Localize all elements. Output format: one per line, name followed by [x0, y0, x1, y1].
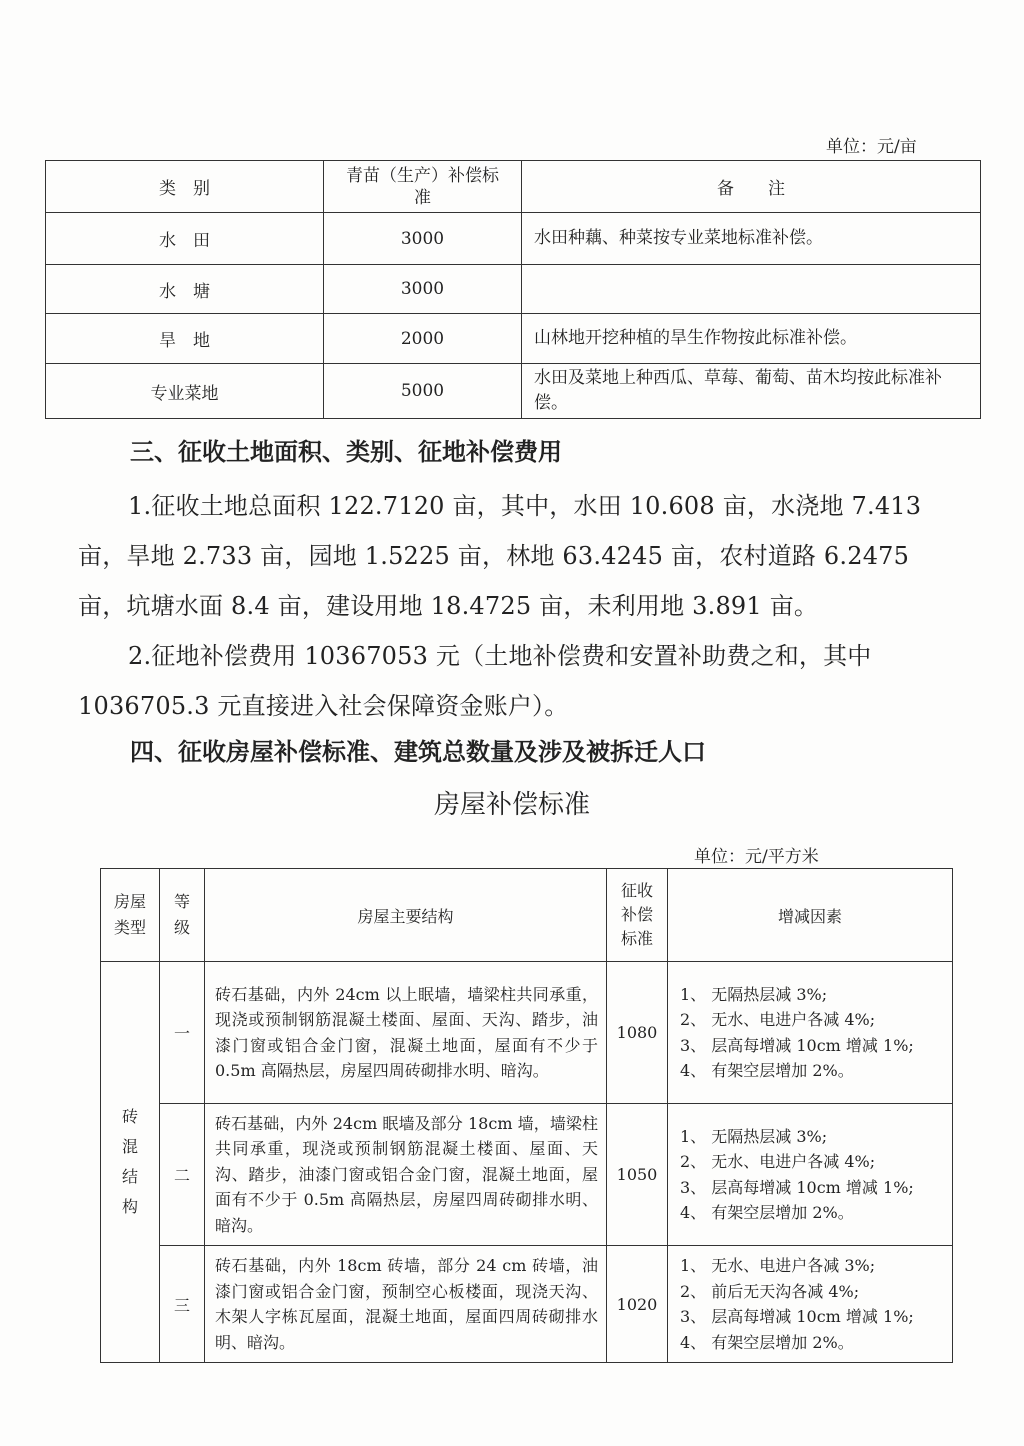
factors-cell — [668, 1104, 953, 1246]
row-note — [522, 265, 981, 314]
table2-unit: 单位：元/平方米 — [694, 847, 819, 867]
factor-item: 3、 层高每增减 10cm 增减 1%; — [680, 1177, 914, 1197]
header-category: 类 别 — [46, 161, 324, 213]
paragraph-land-area-cont: 亩，旱地 2.733 亩，园地 1.5225 亩，林地 63.4245 亩，农村道路 6.2475 — [78, 542, 910, 570]
header-grade: 等级 — [160, 869, 205, 962]
row-note: 水田种藕、种菜按专业菜地标准补偿。 — [522, 213, 981, 265]
row-note: 山林地开挖种植的旱生作物按此标准补偿。 — [522, 314, 981, 364]
grade-cell: 三 — [160, 1246, 205, 1363]
header-factors: 增减因素 — [668, 869, 953, 962]
row-value: 2000 — [324, 314, 522, 364]
price-cell: 1050 — [607, 1104, 668, 1246]
header-standard: 青苗（生产）补偿标准 — [324, 161, 522, 213]
section3-heading: 三、征收土地面积、类别、征地补偿费用 — [130, 437, 562, 466]
price-cell: 1020 — [607, 1246, 668, 1363]
grade-cell: 一 — [160, 962, 205, 1104]
table-header-row — [101, 869, 953, 962]
header-note: 备 注 — [522, 161, 981, 213]
grade-cell: 二 — [160, 1104, 205, 1246]
house-type-cell: 砖混结构 — [101, 962, 160, 1363]
row-value: 5000 — [324, 364, 522, 419]
structure-cell: 砖石基础，内外 24cm 以上眠墙，墙梁柱共同承重，现浇或预制钢筋混凝土楼面、屋面、天沟、踏步，油漆门窗或铝合金门窗，混凝土地面，屋面有不少于 0.5m 高隔热层，房屋四周砖砌排水明、暗沟。 — [205, 962, 607, 1104]
seedling-compensation-table — [45, 160, 981, 419]
row-value: 3000 — [324, 265, 522, 314]
factor-item: 2、 无水、电进户各减 4%; — [680, 1010, 876, 1029]
house-compensation-table — [100, 868, 953, 1363]
table-header-row — [46, 161, 981, 213]
paragraph-compensation-fee-end: 1036705.3 元直接进入社会保障资金账户）。 — [78, 692, 569, 720]
structure-cell: 砖石基础，内外 18cm 砖墙，部分 24 cm 砖墙，油漆门窗或铝合金门窗，预制空心板楼面，现浇天沟、木架人字栋瓦屋面，混凝土地面，屋面四周砖砌排水明、暗沟。 — [205, 1246, 607, 1363]
factors-cell — [668, 962, 953, 1104]
factor-item: 1、 无水、电进户各减 3%; — [680, 1256, 876, 1275]
table-row — [46, 265, 981, 314]
row-category: 专业菜地 — [46, 364, 324, 419]
header-price: 征收补偿标准 — [607, 869, 668, 962]
factor-item: 3、 层高每增减 10cm 增减 1%; — [680, 1307, 914, 1326]
factor-item: 2、 前后无天沟各减 4%; — [680, 1281, 860, 1301]
paragraph-compensation-fee: 2.征地补偿费用 10367053 元（土地补偿费和安置补助费之和，其中 — [128, 642, 872, 670]
factor-item: 3、 层高每增减 10cm 增减 1%; — [680, 1035, 914, 1055]
factor-item: 4、 有架空层增加 2%。 — [680, 1061, 854, 1080]
table-row — [101, 962, 953, 1104]
table-row — [46, 364, 981, 419]
row-category: 水 塘 — [46, 265, 324, 314]
structure-cell: 砖石基础，内外 24cm 眠墙及部分 18cm 墙，墙梁柱共同承重，现浇或预制钢筋混凝土楼面、屋面、天沟、踏步，油漆门窗或铝合金门窗，混凝土地面，屋面有不少于 0.5m 高隔热层，房屋四周砖砌排水明、暗沟。 — [205, 1104, 607, 1246]
header-structure: 房屋主要结构 — [205, 869, 607, 962]
row-category: 旱 地 — [46, 314, 324, 364]
table-row — [46, 314, 981, 364]
header-house-type: 房屋类型 — [101, 869, 160, 962]
factor-item: 4、 有架空层增加 2%。 — [680, 1332, 854, 1352]
row-note: 水田及菜地上种西瓜、草莓、葡萄、苗木均按此标准补偿。 — [522, 364, 981, 419]
table-row — [101, 1104, 953, 1246]
table-row — [46, 213, 981, 265]
factor-item: 4、 有架空层增加 2%。 — [680, 1203, 854, 1222]
paragraph-land-area: 1.征收土地总面积 122.7120 亩，其中，水田 10.608 亩，水浇地 7.413 — [128, 492, 922, 520]
factor-item: 2、 无水、电进户各减 4%; — [680, 1152, 876, 1171]
table1-unit: 单位：元/亩 — [826, 137, 917, 157]
section4-heading: 四、征收房屋补偿标准、建筑总数量及涉及被拆迁人口 — [130, 737, 706, 766]
factor-item: 1、 无隔热层减 3%; — [680, 1126, 828, 1146]
table-row — [101, 1246, 953, 1363]
row-category: 水 田 — [46, 213, 324, 265]
factors-cell — [668, 1246, 953, 1363]
table2-title: 房屋补偿标准 — [433, 790, 590, 820]
price-cell: 1080 — [607, 962, 668, 1104]
paragraph-land-area-end: 亩，坑塘水面 8.4 亩，建设用地 18.4725 亩，未利用地 3.891 亩。 — [78, 592, 819, 620]
factor-item: 1、 无隔热层减 3%; — [680, 984, 828, 1004]
row-value: 3000 — [324, 213, 522, 265]
